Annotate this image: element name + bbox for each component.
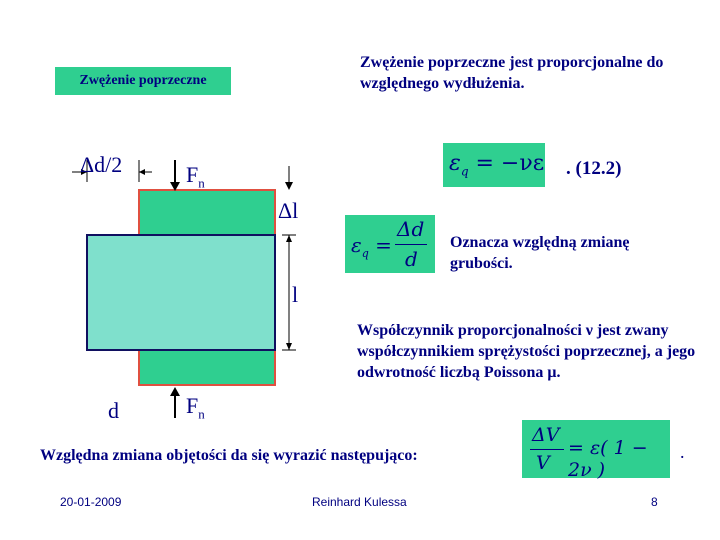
l-label: l: [292, 282, 299, 307]
formula-strain-definition: $\varepsilon_q$ = Δd d: [345, 215, 435, 273]
volume-change-text: Względna zmiana objętości da się wyrazić następująco:: [40, 447, 418, 464]
formula-volume-change: ΔV V = ε( 1 − 2ν ): [522, 420, 670, 478]
fn-bottom-arrowhead: [170, 387, 180, 396]
equation-number: . (12.2): [566, 158, 622, 179]
l-arrowhead-top: [286, 235, 292, 242]
formula-transverse-strain: $\varepsilon_q = -\nu\varepsilon$: [443, 143, 545, 187]
footer-author: Reinhard Kulessa: [312, 495, 407, 509]
strain-description: Oznacza względną zmianę grubości.: [450, 234, 630, 272]
top-description: Zwężenie poprzeczne jest proporcjonalne do względnego wydłużenia.: [360, 54, 664, 92]
delta-d-half-label: Δd/2: [80, 152, 123, 177]
footer-date: 20-01-2009: [60, 495, 122, 509]
vertical-block-overlap: [139, 235, 275, 350]
l-arrowhead-bottom: [286, 343, 292, 350]
delta-l-label: Δl: [278, 198, 299, 223]
fn-bottom-label: $F_n$: [186, 393, 205, 422]
delta-d-arrowhead-right: [139, 169, 145, 175]
poisson-description: Współczynnik proporcjonalności ν jest zwany współczynnikiem sprężystości poprzecznej, a jego odwrotność liczbą Poissona μ.: [357, 322, 696, 381]
page-number: 8: [651, 495, 658, 509]
formula-trailing-period: .: [680, 442, 685, 462]
d-label: d: [108, 398, 119, 423]
fn-top-label: $F_n$: [186, 162, 205, 191]
delta-l-arrowhead: [285, 182, 293, 190]
section-title: Zwężenie poprzeczne: [55, 67, 231, 95]
